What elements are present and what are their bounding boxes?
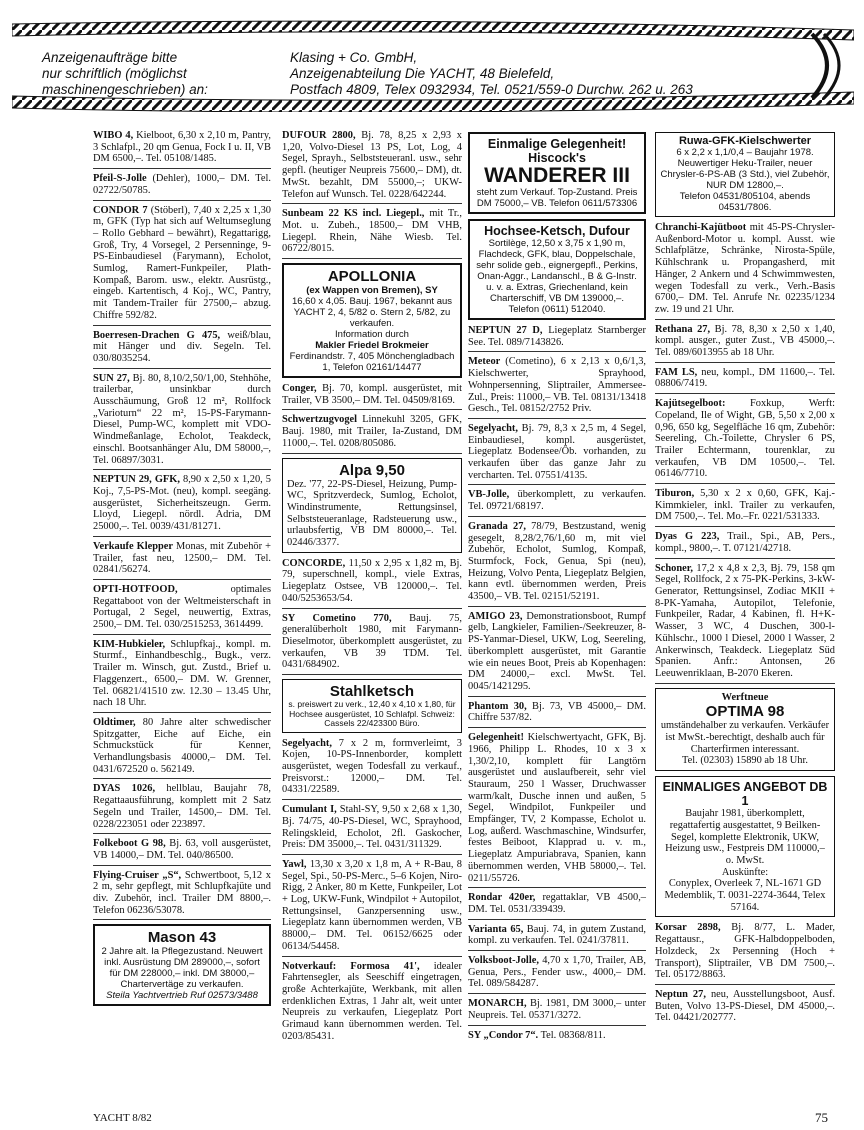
optima-box-ad <box>655 688 835 772</box>
classified-ad: Cumulant I, Stahl-SY, 9,50 x 2,68 x 1,30, Bj. 74/75, 40-PS-Diesel, WC, Sprayhood, Relingskleid, Echolot, 2fl. Gaskocher, Preis: DM 35000,–. Tel. 0431/311329. <box>282 804 462 855</box>
classified-ad: Varianta 65, Bauj. 74, in gutem Zustand, kompl. zu verkaufen. Tel. 0241/37811. <box>468 924 646 951</box>
dufour-ketsch-box-ad <box>468 219 646 320</box>
box-footer: Steila Yachtvertrieb Ruf 02573/3488 <box>106 990 258 1002</box>
column-4 <box>655 130 835 1031</box>
classified-ad: Segelyacht, 7 x 2 m, formverleimt, 3 Kojen, 10-PS-Innenborder, komplett ausgerüstet, wegen Todesfall zu verkauf., Preisvorst.: 12000,– DM. Tel. 04331/22589. <box>282 738 462 801</box>
classified-ad: NEPTUN 27 D, Liegeplatz Starnberger See. Tel. 089/7143826. <box>468 325 646 352</box>
db1-box-ad <box>655 776 835 917</box>
box-body: 2 Jahre alt. Ia Pflegezustand. Neuwert inkl. Ausrüstung DM 289000,–, sofort für DM 228000,– inkl. DM 38000,– Chartervertäge zu verkaufen. <box>101 946 263 991</box>
classified-ad: Chranchi-Kajütboot mit 45-PS-Chrysler-Außenbord-Motor u. kompl. Ausst. wie Schlafplätze, Schränke, Nirosta-Spüle, Kühlschrank u. Propangasherd, mit Hänger, 2 Ankern und 4 Schwimmwesten, wegen Todesfall zu verk., Verh.-Basis 6700,– DM. Tel. Anrufe Nr. 02235/1234 zw. 19 und 21 Uhr. <box>655 222 835 320</box>
box-line2: Hiscock's <box>528 151 586 165</box>
classified-ad: Folkeboot G 98, Bj. 63, voll ausgerüstet, VB 14000,– DM. Tel. 040/86500. <box>93 838 271 865</box>
column-1 <box>93 130 271 1011</box>
box-phone: Telefon 04531/805104, abends 04531/7806. <box>679 191 811 213</box>
box-body: 6 x 2,2 x 1,1/0,4 – Baujahr 1978. Neuwertiger Heku-Trailer, neuer Chrysler-6-PS-AB (3 Std.), viel Zubehör, NUR DM 12800,–. <box>660 147 830 191</box>
box-title: EINMALIGES ANGEBOT DB 1 <box>662 780 828 809</box>
mason-43-box-ad <box>93 924 271 1006</box>
classified-ad: Schoner, 17,2 x 4,8 x 2,3, Bj. 79, 158 qm Segel, Rollfock, 2 x 75-PK-Perkins, 3-kW-Generator, Rettungsinsel, Zodiac MKII + 8-PK-Yamaha, Autopilot, Telefonie, Funkpeiler, Radar, 4 Kabinen, fl. H+K-Wasser, 3 WC, 4 Duschen, 300-l-Kühlschr., 1000 l Diesel, 2000 l Wasser, 2 Ankerwinsch, Teakdeck. Liegeplatz Süd Spanien. Anfr.: Antonsen, 26 Leeuwenriklaan, B-2070 Ekeren. <box>655 563 835 684</box>
classified-ad: NEPTUN 29, GFK, 8,90 x 2,50 x 1,20, 5 Koj., 7,5-PS-Mot. (neu), kompl. seegäng. ausgerüstet, Sicherheitszeugn. Germ. Lloyd, Liegepl. nördl. Adria, DM 25000,–. Tel. 0039/431/81271. <box>93 474 271 537</box>
classified-ad: CONDOR 7 (Stöberl), 7,40 x 2,25 x 1,30 m, GFK (Typ hat sich auf Weltumseglung – Rollo Gebhard – bewährt), Regattarigg, Groß, Try, 4 Vorsegel, 2 Persenninge, 9-PS-Einbaudiesel (Farymann), Echolot, Sumlog, Ramert-Funkpeiler, Plath-Kompaß, Barom. usw., elektr. Ausrüstg., eingeb. Kartentisch, 4 Koj., WC, Pantry, mit Tandem-Trailer für 27500,– abzug. Chiffre 592/82. <box>93 205 271 326</box>
classified-ad: Granada 27, 78/79, Bestzustand, wenig gesegelt, 8,28/2,76/1,60 m, mit viel Zubehör, Echolot, Sumlog, Kompaß, Sturmfock, Fock, Genua, Spi (neu), Heizung, Volvo Penta, Liegeplatz Belgien, kann evtl. übernommen werden, Preis 43500,– VB. Tel. 02151/52191. <box>468 521 646 607</box>
classified-ad: Korsar 2898, Bj. 8/77, L. Mader, Regattausr., GFK-Halbdoppelboden, Holzdeck, 2x Persenning (Hoch + Transport), Sliptrailer, VB DM 7500,–. Tel. 05172/8863. <box>655 922 835 985</box>
classified-ad: Schwertzugvogel Linnekuhl 3205, GFK, Bauj. 1980, mit Trailer, Ia-Zustand, DM 11000,–. Tel. 0208/805086. <box>282 414 462 453</box>
box-title: Alpa 9,50 <box>339 461 405 479</box>
classified-ad: Oldtimer, 80 Jahre alter schwedischer Spitzgatter, Eiche auf Eiche, ein Schmuckstück für Kenner, Verhandlungsbasis 40000,– DM. Tel. 0431/672520 o. 562149. <box>93 717 271 780</box>
box-title: Mason 43 <box>147 929 217 947</box>
classified-ad: FAM LS, neu, kompl., DM 11600,–. Tel. 08806/7419. <box>655 367 835 394</box>
box-phone: Tel. (02303) 15890 ab 18 Uhr. <box>682 755 808 767</box>
classified-ad: Boerresen-Drachen G 475, weiß/blau, mit Hänger und div. Segeln. Tel. 030/8035254. <box>93 330 271 369</box>
alpa-box-ad <box>282 458 462 553</box>
box-phone: Telefon (0611) 512040. <box>508 304 606 315</box>
classified-ad: KIM-Hubkieler, Schlupfkaj., kompl. m. Sturmf., Einhandbeschlg., Bugk., verz. Trailer m. Winsch, gut. Zustd., Brief u. Flaggenzert., 6500,– DM. W. Grenner, Tel. 06821/41510 zw. 12.30 – 13.45 Uhr, nach 18 Uhr. <box>93 639 271 713</box>
box-title: APOLLONIA <box>327 268 417 286</box>
stahlketsch-box-ad <box>282 679 462 733</box>
box-title: Hochsee-Ketsch, Dufour <box>484 224 630 238</box>
classified-ad: SY „Condor 7“. Tel. 08368/811. <box>468 1029 606 1041</box>
box-body: steht zum Verkauf. Top-Zustand. Preis DM 75000,– VB. Telefon 0611/573306 <box>476 187 638 209</box>
apollonia-box-ad <box>282 263 462 378</box>
box-address: Ferdinandstr. 7, 405 Mönchengladbach 1, Telefon 02161/14477 <box>289 351 455 374</box>
classified-ad: WIBO 4, Kielboot, 6,30 x 2,10 m, Pantry, 3 Schlafpl., 20 qm Genua, Fock I u. II, VB DM 6500,–. Tel. 05108/1485. <box>93 130 271 169</box>
classified-ad: Segelyacht, Bj. 79, 8,3 x 2,5 m, 4 Segel, Einbaudiesel, kompl. ausgerüstet, Liegeplatz Bodensee/Öb. vorhanden, zu verkaufen über das ganze Jahr zu vercharten. Tel. 07551/4135. <box>468 423 646 486</box>
classified-ad: Pfeil-S-Jolle (Dehler), 1000,– DM. Tel. 02722/50785. <box>93 173 271 200</box>
box-title: WANDERER III <box>484 164 630 187</box>
classified-ad: AMIGO 23, Demonstrationsboot, Rumpf gelb, Langkieler, Familien-/Seekreuzer, 8-PS-Yanmar-Diesel, UKW, Log, Seereling, überkomplett ausgerüstet, mit Garantie wie ein neues Boot, Preis ab Kopenhagen: DM 24000,– excl. MwSt. Tel. 0045/1421295. <box>468 611 646 697</box>
box-body: s. preiswert zu verk., 12,40 x 4,10 x 1,80, für Hochsee ausgerüstet, 10 Schlafpl. Schweiz: Cassels 22/423300 Büro. <box>288 699 456 729</box>
column-3 <box>468 130 646 1048</box>
classified-ad: DYAS 1026, hellblau, Baujahr 78, Regattaausführung, komplett mit 2 Satz Segeln und Trailer, 14500,– DM. Tel. 0228/223051 oder 223897. <box>93 783 271 834</box>
classified-ad: SY Cometino 770, Bauj. 75, generalüberholt 1980, mit Farymann-Dieselmotor, überkomplett ausgerüstet, zu verkaufen, VB 39 TDM. Tel. 0431/684902. <box>282 613 462 676</box>
box-body: Sortilège, 12,50 x 3,75 x 1,90 m, Flachdeck, GFK, blau, Doppelschale, sehr solide geb., eignergepfl., Perkins, Onan-Aggr., Landanschl., B & G-Instr. u. v. a. Extras, Griechenland, kein Charterschiff, VB DM 139000,–. <box>476 238 638 304</box>
classified-ad: Phantom 30, Bj. 73, VB 45000,– DM. Chiffre 537/82. <box>468 701 646 728</box>
box-title: OPTIMA 98 <box>705 703 785 721</box>
classified-ad: Conger, Bj. 70, kompl. ausgerüstet, mit Trailer, VB 3500,– DM. Tel. 04509/8169. <box>282 383 462 410</box>
box-line1: Einmalige Gelegenheit! <box>487 137 627 151</box>
ruwa-box-ad <box>655 132 835 217</box>
classified-ad: Sunbeam 22 KS incl. Liegepl., mit Tr., Mot. u. Zubeh., 18500,– DM VHB, Liegepl. Rhein, Nähe Wiesb. Tel. 06722/8015. <box>282 208 462 259</box>
box-info: Auskünfte: <box>721 866 769 878</box>
box-contact: Makler Friedel Brokmeier <box>315 340 429 352</box>
column-2 <box>282 130 462 1049</box>
classified-ad: Rondar 420er, regattaklar, VB 4500,– DM. Tel. 0531/339439. <box>468 892 646 919</box>
box-title: Ruwa-GFK-Kielschwerter <box>678 135 812 147</box>
box-label: Werftneue <box>721 691 769 703</box>
classified-ad: CONCORDE, 11,50 x 2,95 x 1,82 m, Bj. 79, superschnell, kompl., viele Extras, Liegeplatz Ostsee, VB 120000,–. Tel. 040/5253653/54. <box>282 558 462 609</box>
classified-ad: Yawl, 13,30 x 3,20 x 1,8 m, A + R-Bau, 8 Segel, Spi., 50-PS-Merc., 5–6 Kojen, Niro-Rigg, 2 Anker, 80 m Kette, Funkpeiler, Lot + Log, UKW-Funk, Windpilot + Autopilot, Rettungsinsel, Ganzpersenning usw., Liegeplatz kann übernommen werden, VB 88000,– DM. Tel. 06152/6625 oder 06134/54458. <box>282 859 462 957</box>
wanderer-box-ad <box>468 132 646 214</box>
classified-ad: Flying-Cruiser „S“, Schwertboot, 5,12 x 2 m, sehr gepflegt, mit Schlupfkajüte und div. Zubehör, incl. Trailer DM 8800,–. Telefon 06236/53078. <box>93 870 271 921</box>
box-address: Conyplex, Overleek 7, NL-1671 GD Medemblik, T. 0031-2274-3644, Telex 57164. <box>664 878 826 913</box>
classified-ad: Notverkauf: Formosa 41', idealer Fahrtensegler, als Seeschiff eingetragen, große Achterkajüte, Werkbank, mit allen erdenklichen Extras, 1 Jahr alt, weit unter Neupreis zu verkaufen, Liegeplatz Port Grimaud kann übernommen werden. Tel. 0203/85431. <box>282 960 462 1042</box>
box-body: Dez. '77, 22-PS-Diesel, Heizung, Pump-WC, Spritzverdeck, Sumlog, Echolot, Windinstrumente, Rettungsinsel, Selbststeueranlage, Radsteuerung usw., urlaubsfertig, VB DM 80000,–. Tel. 02446/3377. <box>287 478 457 549</box>
header-instructions: Anzeigenaufträge bitte nur schriftlich (möglichst maschinengeschrieben) an: <box>42 50 208 97</box>
classified-ad: Kajütsegelboot: Foxkup, Werft: Copeland, Ile of Wight, GB, 5,50 x 2,00 x 0,96, 650 kg, Segelfläche 16 qm, Zubehör: Seereling, Ch.-Toilette, Chrysler 6 PS, Trailer Echtermann, tourenklar, zu verkaufen, VB DM 10500,–. Tel. 06146/7710. <box>655 398 835 484</box>
magazine-issue: YACHT 8/82 <box>93 1112 152 1124</box>
classified-ad: VB-Jolle, überkomplett, zu verkaufen. Tel. 09721/68197. <box>468 489 646 516</box>
header-address: Klasing + Co. GmbH, Anzeigenabteilung Die YACHT, 48 Bielefeld, Postfach 4809, Telex 0932934, Tel. 0521/559-0 Durchw. 262 u. 263 <box>290 50 693 97</box>
classified-ad: Neptun 27, neu, Ausstellungsboot, Ausf. Buten, Volvo 13-PS-Diesel, DM 45000,–. Tel. 04421/202777. <box>655 988 835 1024</box>
box-body: 16,60 x 4,05. Bauj. 1967, bekannt aus YACHT 2, 4, 5/82 o. Stern 2, 5/82, zu verkaufen. <box>291 296 453 330</box>
classified-ad: Dyas G 223, Trail., Spi., AB, Pers., kompl., 9800,–. T. 07121/42718. <box>655 531 835 558</box>
box-body: Baujahr 1981, überkomplett, regattafertig ausgestattet, 9 Beilken-Segel, komplette Elektronik, UKW, Heizung usw., Festpreis DM 110000,– o. MwSt. <box>665 808 825 866</box>
classified-ad: MONARCH, Bj. 1981, DM 3000,– unter Neupreis. Tel. 05371/3272. <box>468 998 646 1025</box>
page-number: 75 <box>815 1110 828 1125</box>
box-info: Information durch <box>335 329 409 341</box>
classified-ad: Verkaufe Klepper Monas, mit Zubehör + Trailer, fast neu, 12500,– DM. Tel. 02841/56274. <box>93 541 271 580</box>
classified-ad: Volksboot-Jolle, 4,70 x 1,70, Trailer, AB, Genua, Pers., Fender usw., 4000,– DM. Tel. 089/584287. <box>468 955 646 994</box>
classified-ad: Tiburon, 5,30 x 2 x 0,60, GFK, Kaj.-Kimmkieler, inkl. Trailer zu verkaufen, DM 7500,–. Tel. Mo.–Fr. 0221/531333. <box>655 488 835 527</box>
classified-ad: SUN 27, Bj. 80, 8,10/2,50/1,00, Stehhöhe, trailerbar, unsinkbar durch Ausschäumung, Groß 12 m², Rollfock „Varioturn“ 22 m², 15-PS-Farymann-Diesel, Pump-WC, komplett mit VDO-Windmeßanlage, Echolot, Teakdeck, einschl. Bootsanhänger Alu, DM 58000,–, Tel. 06897/3031. <box>93 373 271 471</box>
box-body: umständehalber zu verkaufen. Verkäufer ist MwSt.-berechtigt, deshalb auch für Charterfirmen interessant. <box>660 720 830 755</box>
classified-ad: DUFOUR 2800, Bj. 78, 8,25 x 2,93 x 1,20, Volvo-Diesel 13 PS, Lot, Log, 4 Segel, Sprayh., Selbststeueranl. usw., sehr gepfl. (heutiger Neupreis 75600,– DM), dt. MwSt. bezahlt, DM 55000,–; UKW-Telefon auf Wunsch. Tel. 0228/642244. <box>282 130 462 204</box>
classified-ad: OPTI-HOTFOOD, optimales Regattaboot von der Weltmeisterschaft in Portugal, 2 Segel, neuwertig, Extras, 2500,– DM. Tel. 030/2515253, 3614499. <box>93 584 271 635</box>
classified-ad: Rethana 27, Bj. 78, 8,30 x 2,50 x 1,40, kompl. ausger., guter Zust., VB 45000,–. Tel. 089/6013955 ab 18 Uhr. <box>655 324 835 363</box>
header-banner <box>12 20 854 112</box>
classified-ad: Gelegenheit! Kielschwertyacht, GFK, Bj. 1966, Philipp L. Rhodes, 10 x 3 x 1,30/2,10, komplett für Langtörn ausgerüstet und auslaufbereit, sehr viel Stauraum, 250 l Wasser, Druchwasser warm/kalt, Dusche innen und außen, 5 Segel, Windpilot, Funkpeiler und Empfänger, TV, 2 Kompasse, Echolot u. Log, außerd. Waschmaschine, Windsurfer, festes Beiboot, Klapprad u. v. m., Liegeplatz Ampuriabrava, Spanien, kann übernommen werden, VHB 58000,–. Tel. 0211/55726. <box>468 732 646 888</box>
classified-ad: Meteor (Cometino), 6 x 2,13 x 0,6/1,3, Kielschwerter, Sprayhood, Wohnpersenning, Sliptrailer, Ammersee-Zul., Preis: 11000,– VB. Tel. 08131/13418 Gesch., Tel. 08152/2752 Priv. <box>468 356 646 419</box>
box-subtitle: (ex Wappen von Bremen), SY <box>306 285 438 297</box>
box-title: Stahlketsch <box>329 683 415 701</box>
